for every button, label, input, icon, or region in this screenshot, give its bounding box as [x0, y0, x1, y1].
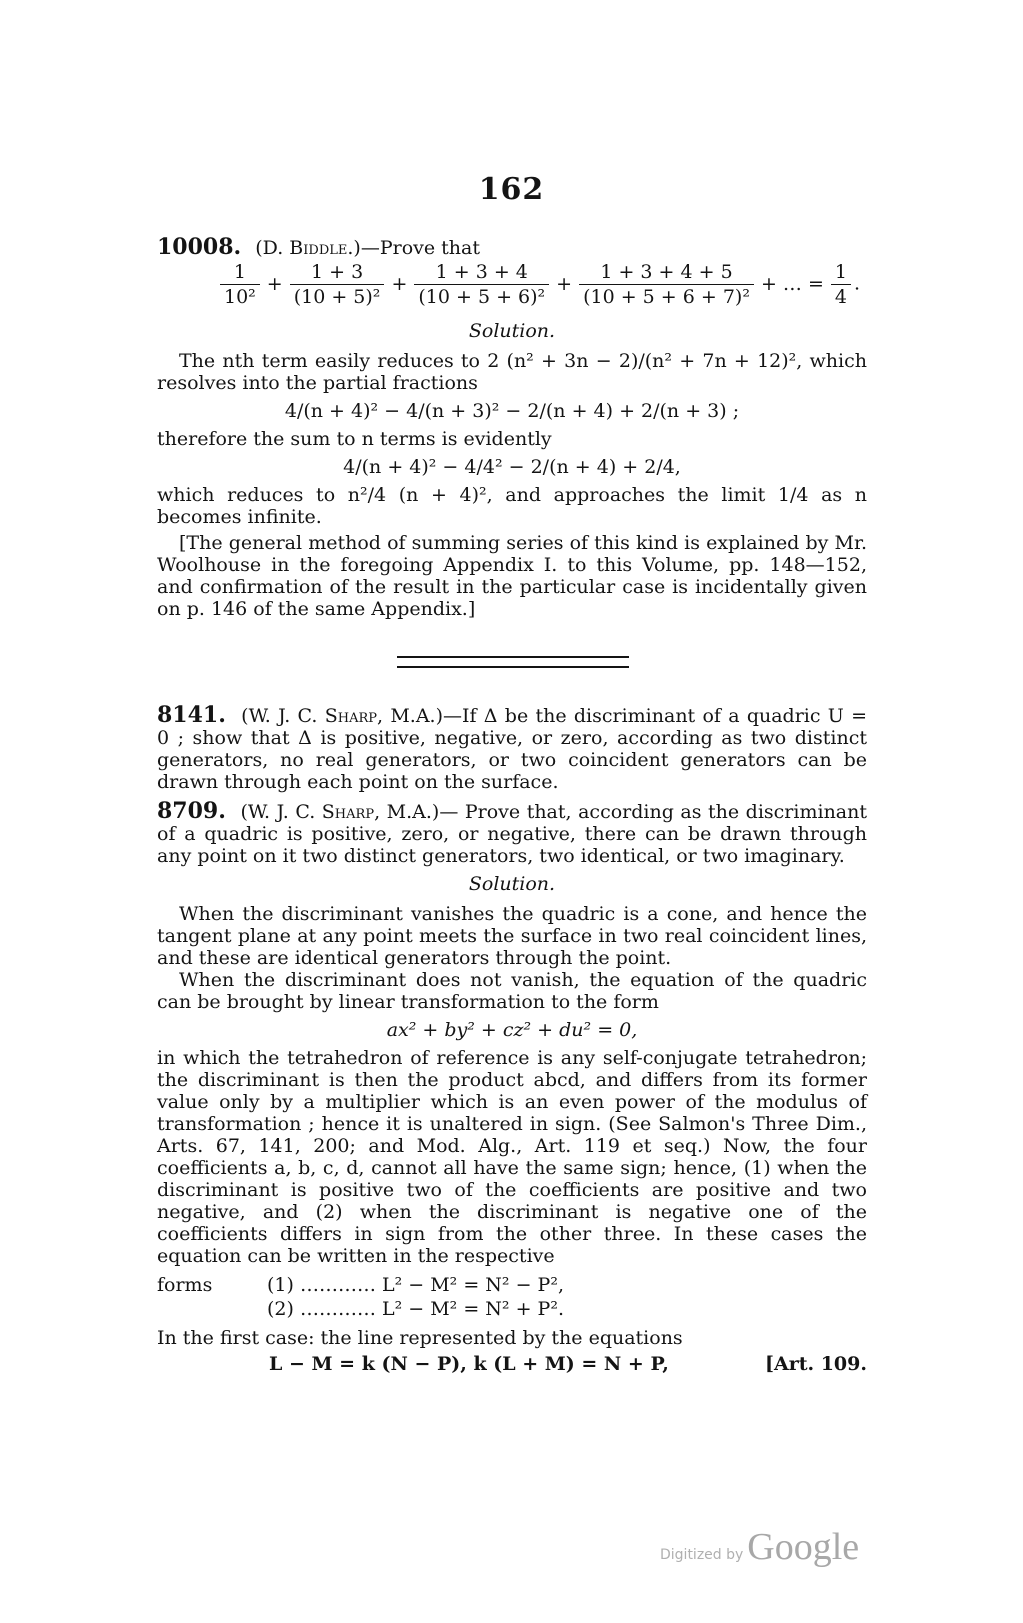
formula: 4/(n + 4)² − 4/(n + 3)² − 2/(n + 4) + 2/(n + 3) ;: [284, 400, 740, 422]
series-term-1: $\frac{1}{\text{10²}}$: [220, 261, 260, 308]
solution-paragraph: in which the tetrahedron of reference is any self-conjugate tetrahedron; the discriminant is then the product abcd, and differs from its former value only by a multiplier which is an even power of the modulus of transformation ; hence it is unaltered in sign. (See Salmon's Three Dim., Arts. 67, 141, 200; and Mod. Alg., Art. 119 et seq.) Now, the four coefficients a, b, c, d, cannot all have the same sign; hence, (1) when the discriminant is positive two of the coefficients are positive and two negative, and (2) when the discriminant is negative one of the coefficients differs in sign from the other three. In these cases the equation can be written in the respective: [157, 1047, 867, 1267]
form-equation-1: (1) ………… L² − M² = N² − P²,: [267, 1274, 564, 1296]
problem-10008-heading: [157, 236, 867, 259]
formula: ax² + by² + cz² + du² = 0,: [386, 1019, 638, 1041]
solution-heading: Solution.: [468, 873, 556, 895]
series-formula: $\frac{1}{\text{10²}}$ + $\frac{1 + 3}{\text{(10 + 5)²}}$ + $\frac{1 + 3 + 4}{\text{(10 + 5 + 6)²}}$ + $\frac{1 + 3 + 4 + 5}{\text{(10 + 5 + 6 + 7)²}}$ + … = $\frac{1}{4}$ .: [157, 261, 867, 308]
problem-number: 8709.: [157, 798, 226, 824]
solution-paragraph: therefore the sum to n terms is evidently: [157, 428, 552, 450]
problem-8141-text: [157, 704, 867, 793]
problem-author: (D. Biddle.): [255, 237, 361, 259]
problem-10008: [157, 236, 867, 620]
solution-paragraph: In the first case: the line represented by the equations: [157, 1327, 683, 1349]
google-logo: Google: [747, 1526, 860, 1568]
series-term-3: $\frac{1 + 3 + 4}{\text{(10 + 5 + 6)²}}$: [414, 261, 549, 308]
page-number: 162: [478, 172, 545, 207]
problem-prompt: —Prove that: [360, 237, 480, 259]
series-term-2: $\frac{1 + 3}{\text{(10 + 5)²}}$: [290, 261, 385, 308]
solution-paragraph: When the discriminant does not vanish, the equation of the quadric can be brought by linear transformation to the form: [157, 969, 867, 1013]
forms-equations: [267, 1273, 564, 1321]
solution-paragraph: When the discriminant vanishes the quadric is a cone, and hence the tangent plane at any point meets the surface in two real coincident lines, and these are identical generators through the point.: [157, 903, 867, 969]
solution-paragraph: The nth term easily reduces to 2 (n² + 3n − 2)/(n² + 7n + 12)², which resolves into the partial fractions: [157, 350, 867, 394]
problem-8709: [157, 800, 867, 1375]
line-equations: [157, 1353, 867, 1375]
problem-number: 10008.: [157, 234, 242, 260]
section-divider: [397, 656, 629, 668]
problem-text: —If Δ be the discriminant of a quadric U = 0 ; show that Δ is positive, negative, or zero, according as two distinct generators, no real generators, or two coincident generators can be drawn through each point on the surface.: [157, 705, 867, 793]
line-equation: L − M = k (N − P), k (L + M) = N + P,: [269, 1353, 669, 1375]
forms-block: [157, 1273, 867, 1321]
solution-paragraph: which reduces to n²/4 (n + 4)², and approaches the limit 1/4 as n becomes infinite.: [157, 484, 867, 528]
problem-number: 8141.: [157, 702, 226, 728]
formula: 4/(n + 4)² − 4/4² − 2/(n + 4) + 2/4,: [343, 456, 681, 478]
form-equation-2: (2) ………… L² − M² = N² + P².: [267, 1298, 564, 1320]
article-reference: [Art. 109.: [764, 1353, 867, 1375]
problem-text: — Prove that, according as the discriminant of a quadric is positive, zero, or negative, there can be drawn through any point on it two distinct generators, two identical, or two imaginary.: [157, 801, 867, 867]
series-result: $\frac{1}{4}$: [831, 261, 851, 308]
digitized-label: Digitized by: [660, 1547, 744, 1563]
problem-author: (W. J. C. Sharp, M.A.): [240, 801, 440, 823]
problem-8709-text: [157, 800, 867, 867]
editorial-note: [The general method of summing series of this kind is explained by Mr. Woolhouse in the foregoing Appendix I. to this Volume, pp. 148—152, and confirmation of the result in the particular case is incidentally given on p. 146 of the same Appendix.]: [157, 532, 867, 620]
series-term-4: $\frac{1 + 3 + 4 + 5}{\text{(10 + 5 + 6 + 7)²}}$: [579, 261, 754, 308]
series-tail: + … =: [760, 272, 824, 295]
problem-8141: [157, 704, 867, 793]
problem-author: (W. J. C. Sharp, M.A.): [241, 705, 443, 727]
digitized-by-google: [660, 1525, 859, 1569]
forms-label: forms: [157, 1274, 213, 1296]
solution-heading: Solution.: [468, 320, 556, 342]
